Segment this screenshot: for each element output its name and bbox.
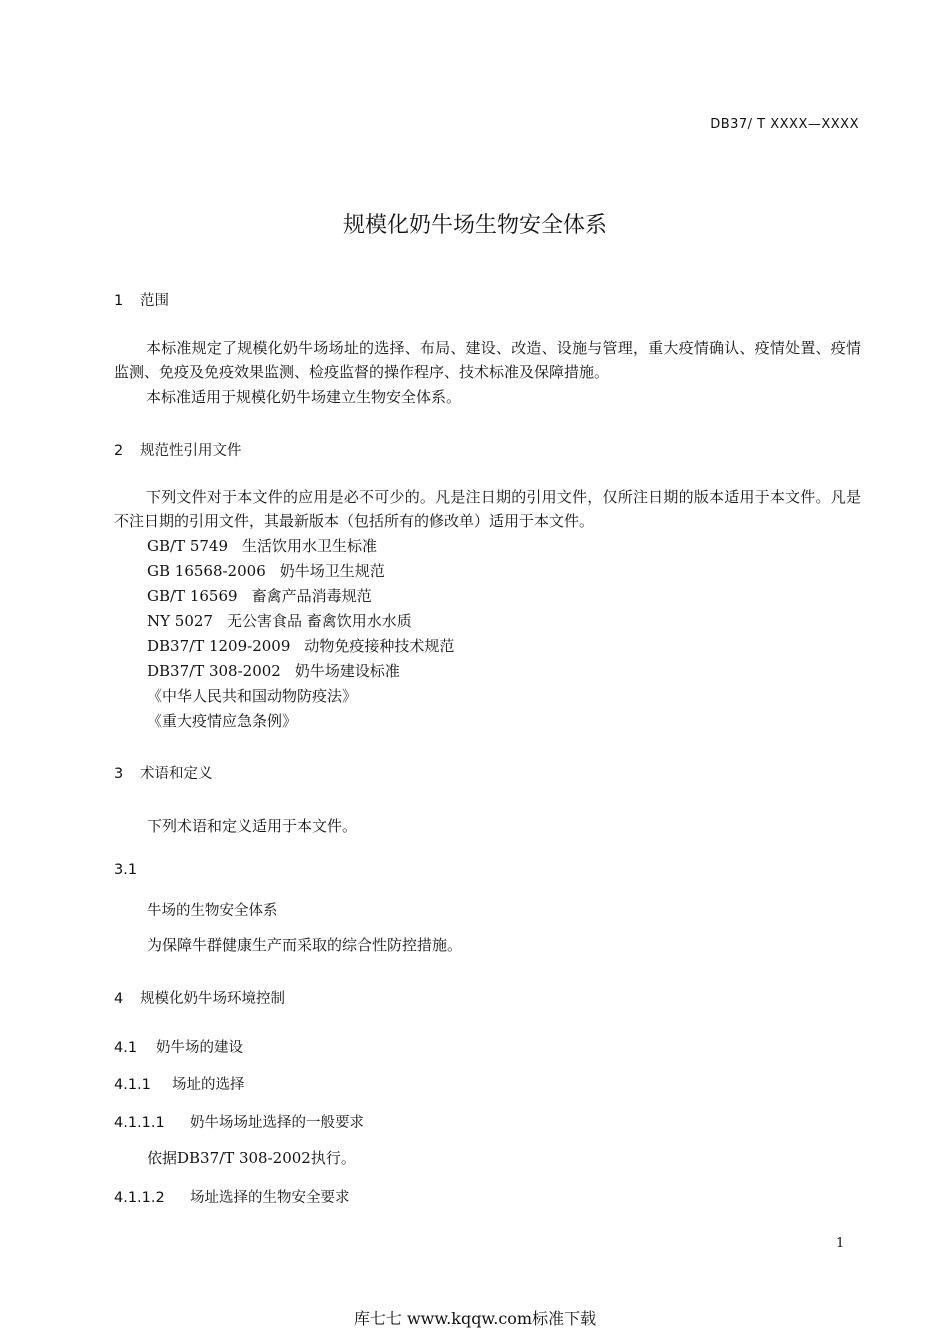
section-title: 术语和定义 [140,766,213,782]
reference-name: 畜禽产品消毒规范 [251,587,372,605]
page-number: 1 [836,1236,845,1251]
reference-name: 奶牛场卫生规范 [279,562,385,580]
section-3-intro: 下列术语和定义适用于本文件。 [147,817,358,835]
section-4-1-1-1-heading [114,1111,364,1132]
section-2-intro: 下列文件对于本文件的应用是必不可少的。凡是注日期的引用文件，仅所注日期的版本适用于本文件。凡是不注日期的引用文件，其最新版本（包括所有的修改单）适用于本文件。 [114,488,861,530]
reference-code: GB 16568-2006 [147,562,266,580]
section-title: 规范性引用文件 [140,443,242,459]
section-number: 4.1.1.2 [114,1190,165,1206]
standard-code: DB37/ T XXXX—XXXX [710,117,859,132]
reference-item [147,585,372,606]
section-4-1-1-1-text: 依据DB37/T 308-2002执行。 [147,1149,356,1167]
reference-name: 动物免疫接种技术规范 [304,637,455,655]
reference-code: GB/T 5749 [147,537,229,555]
footer-watermark-text: 库七七 www.kqqw.com标准下载 [353,1309,597,1328]
reference-item [147,535,377,556]
reference-item [147,710,297,731]
term-number: 3.1 [114,862,138,878]
section-title: 奶牛场的建设 [156,1040,243,1056]
reference-code: NY 5027 [147,612,213,630]
section-number: 3 [114,766,124,782]
reference-name: 无公害食品 畜禽饮用水水质 [226,612,412,630]
reference-code: DB37/T 308-2002 [147,662,281,680]
term-definition: 为保障牛群健康生产而采取的综合性防控措施。 [147,936,463,954]
reference-item [147,635,454,656]
section-2-heading [114,439,242,460]
reference-name: 《中华人民共和国动物防疫法》 [147,687,358,705]
reference-item [147,610,412,631]
section-title: 规模化奶牛场环境控制 [140,991,285,1007]
section-title: 场址选择的生物安全要求 [190,1190,350,1206]
section-4-1-1-heading [114,1073,245,1094]
section-4-1-1-2-heading [114,1186,350,1207]
reference-name: 奶牛场建设标准 [294,662,400,680]
section-number: 4.1.1.1 [114,1115,165,1131]
section-3-heading [114,762,213,783]
reference-item [147,660,400,681]
reference-name: 生活饮用水卫生标准 [242,537,378,555]
section-title: 范围 [140,293,169,309]
section-number: 1 [114,293,124,309]
section-number: 4.1.1 [114,1077,151,1093]
section-1-applicability: 本标准适用于规模化奶牛场建立生物安全体系。 [146,388,462,406]
section-1-heading [114,289,169,310]
term-name: 牛场的生物安全体系 [147,903,278,919]
reference-item [147,685,357,706]
section-1-paragraph: 本标准规定了规模化奶牛场场址的选择、布局、建设、改造、设施与管理，重大疫情确认、疫情处置、疫情监测、免疫及免疫效果监测、检疫监督的操作程序、技术标准及保障措施。 [114,339,861,381]
section-number: 4 [114,991,124,1007]
section-title: 奶牛场场址选择的一般要求 [190,1115,364,1131]
section-number: 4.1 [114,1040,138,1056]
section-4-1-heading [114,1036,243,1057]
section-4-heading [114,987,285,1008]
reference-item [147,560,385,581]
section-title: 场址的选择 [172,1077,245,1093]
document-title: 规模化奶牛场生物安全体系 [342,213,607,238]
reference-code: GB/T 16569 [147,587,238,605]
reference-name: 《重大疫情应急条例》 [147,712,298,730]
section-number: 2 [114,443,124,459]
reference-code: DB37/T 1209-2009 [147,637,291,655]
